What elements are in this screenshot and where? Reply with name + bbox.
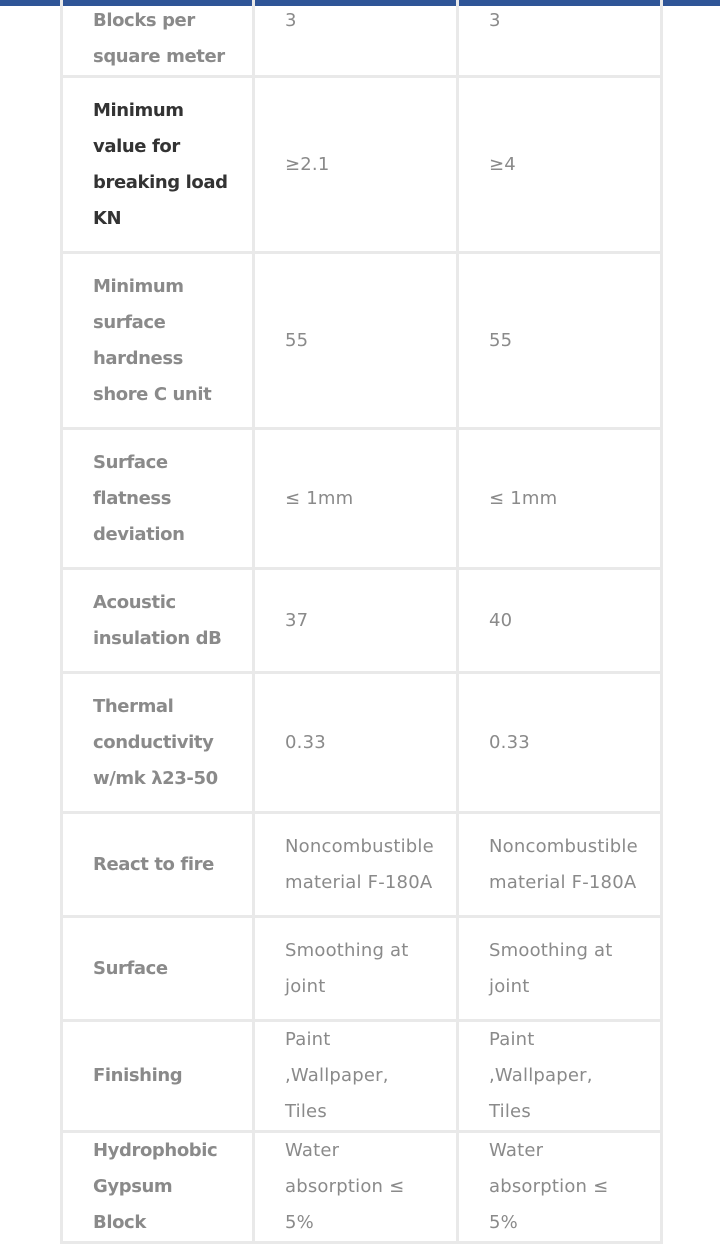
table-row-surface-hardness: [62, 253, 662, 429]
row-value-1: 3: [254, 0, 458, 77]
row-value-1: Water absorption ≤ 5%: [254, 1132, 458, 1243]
table-row-fire: [62, 813, 662, 917]
row-label: Surface: [62, 917, 254, 1021]
row-value-2: ≥4: [458, 77, 662, 253]
table-row-surface: [62, 917, 662, 1021]
row-value-2: 40: [458, 569, 662, 673]
row-value-1: ≤ 1mm: [254, 429, 458, 569]
row-label: Finishing: [62, 1021, 254, 1132]
spec-table: [60, 0, 663, 1244]
row-value-1: 55: [254, 253, 458, 429]
row-label: React to fire: [62, 813, 254, 917]
table-row-blocks-per-sqm: [62, 0, 662, 77]
row-value-1: Paint ,Wallpaper, Tiles: [254, 1021, 458, 1132]
row-value-2: Paint ,Wallpaper, Tiles: [458, 1021, 662, 1132]
row-value-2: 0.33: [458, 673, 662, 813]
row-label: Minimum surface hardness shore C unit: [62, 253, 254, 429]
row-value-2: Smoothing at joint: [458, 917, 662, 1021]
row-value-2: 55: [458, 253, 662, 429]
row-value-1: ≥2.1: [254, 77, 458, 253]
row-value-1: Noncombustible material F-180A: [254, 813, 458, 917]
table-row-breaking-load: [62, 77, 662, 253]
row-value-2: Water absorption ≤ 5%: [458, 1132, 662, 1243]
row-value-1: Smoothing at joint: [254, 917, 458, 1021]
table-row-finishing: [62, 1021, 662, 1132]
row-label: Hydrophobic Gypsum Block: [62, 1132, 254, 1243]
table-row-flatness: [62, 429, 662, 569]
row-value-1: 37: [254, 569, 458, 673]
row-value-1: 0.33: [254, 673, 458, 813]
table-row-hydrophobic: [62, 1132, 662, 1243]
row-label: Blocks per square meter: [62, 0, 254, 77]
row-value-2: 3: [458, 0, 662, 77]
row-value-2: ≤ 1mm: [458, 429, 662, 569]
table-row-thermal: [62, 673, 662, 813]
table-row-acoustic: [62, 569, 662, 673]
row-label: Minimum value for breaking load KN: [62, 77, 254, 253]
row-label: Thermal conductivity w/mk λ23-50: [62, 673, 254, 813]
spec-table-container: [60, 0, 660, 1244]
row-value-2: Noncombustible material F-180A: [458, 813, 662, 917]
row-label: Acoustic insulation dB: [62, 569, 254, 673]
row-label: Surface flatness deviation: [62, 429, 254, 569]
